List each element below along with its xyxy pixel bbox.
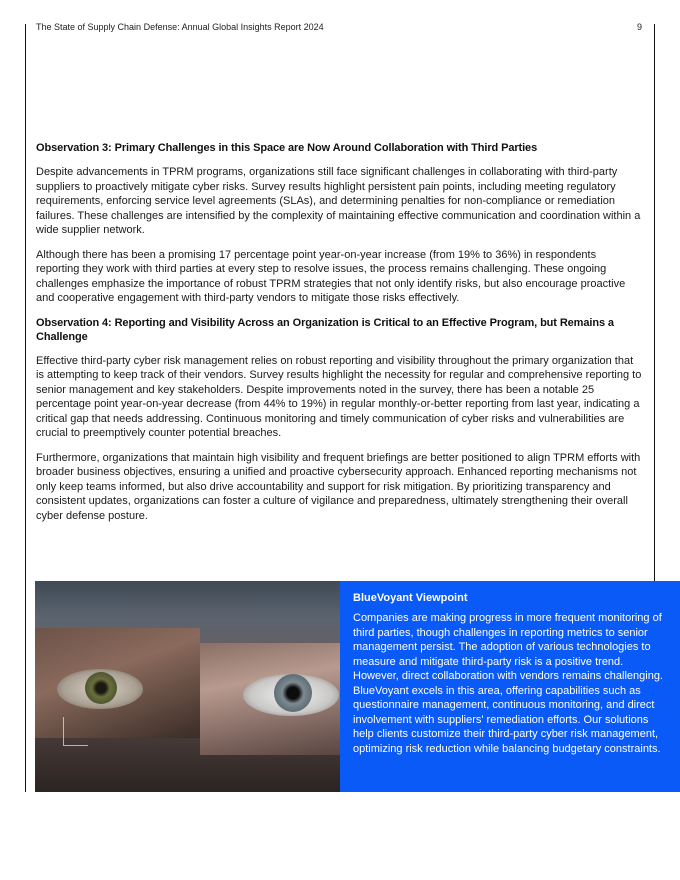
corner-bracket-icon	[63, 717, 88, 746]
left-margin-rule	[25, 24, 26, 792]
page-header	[36, 22, 642, 36]
left-iris	[85, 672, 117, 704]
right-iris	[274, 674, 312, 712]
viewpoint-box	[340, 581, 680, 792]
main-content	[36, 141, 642, 533]
observation-4-paragraph-1: Effective third-party cyber risk management relies on robust reporting and visibility throughout the primary organization that is attempting to keep track of their vendors. Survey results highlight the necessity for regular and comprehensive reporting to senior management and key stakeholders. Despite improvements noted in the survey, there has been a notable 25 percentage point year-on-year decrease (from 44% to 19%) in regular monthly-or-better reporting from last year, indicating a critical gap that needs addressing. Continuous monitoring and timely communication of cyber risks and vulnerabilities are crucial to preemptively counter potential breaches.	[36, 354, 642, 439]
right-margin-rule	[654, 24, 655, 582]
observation-3-paragraph-1: Despite advancements in TPRM programs, organizations still face significant challenges in collaborating with third-party suppliers to proactively mitigate cyber risks. Survey results highlight persistent pain points, including meeting regulatory requirements, enforcing service level agreements (SLAs), and determining penalties for non-compliance or remediation failures. These challenges are intensified by the complexity of maintaining effective communication and coordination within a wide supplier network.	[36, 166, 641, 236]
page-number: 9	[636, 22, 642, 32]
viewpoint-heading: BlueVoyant Viewpoint	[353, 592, 468, 604]
observation-4-paragraph-2: Furthermore, organizations that maintain high visibility and frequent briefings are better positioned to align TPRM efforts with broader business objectives, ensuring a unified and proactive cybersecurity approach. Enhanced reporting mechanisms not only keep teams informed, but also drive accountability and support for risk mitigation. By prioritizing transparency and consistent updates, organizations can foster a culture of vigilance and preparedness, ultimately strengthening their overall cyber defense posture.	[36, 451, 641, 522]
observation-3-heading: Observation 3: Primary Challenges in this Space are Now Around Collaboration with Third Parties	[36, 142, 538, 154]
eyes-photo	[35, 581, 340, 792]
observation-3-paragraph-2: Although there has been a promising 17 percentage point year-on-year increase (from 19% to 36%) in respondents reporting they work with third parties at every step to resolve issues, the process remains challenging. These ongoing challenges emphasize the importance of robust TPRM strategies that not only identify risks, but also encourage proactive and cooperative engagement with third-party vendors to mitigate those risks effectively.	[36, 248, 626, 304]
viewpoint-body: Companies are making progress in more frequent monitoring of third parties, though challenges in reporting metrics to senior management persist. The adoption of various technologies to measure and mitigate third-party risk is a positive trend. However, direct collaboration with vendors remains challenging. BlueVoyant excels in this area, offering capabilities such as questionnaire management, continuous monitoring, and direct involvement with suppliers' remediation efforts. Our solutions help clients customize their third-party cyber risk management, optimizing risk reduction while balancing budgetary constraints.	[353, 612, 663, 755]
report-title: The State of Supply Chain Defense: Annual Global Insights Report 2024	[36, 22, 324, 32]
observation-4-heading: Observation 4: Reporting and Visibility Across an Organization is Critical to an Effective Program, but Remains a Challenge	[36, 316, 614, 343]
